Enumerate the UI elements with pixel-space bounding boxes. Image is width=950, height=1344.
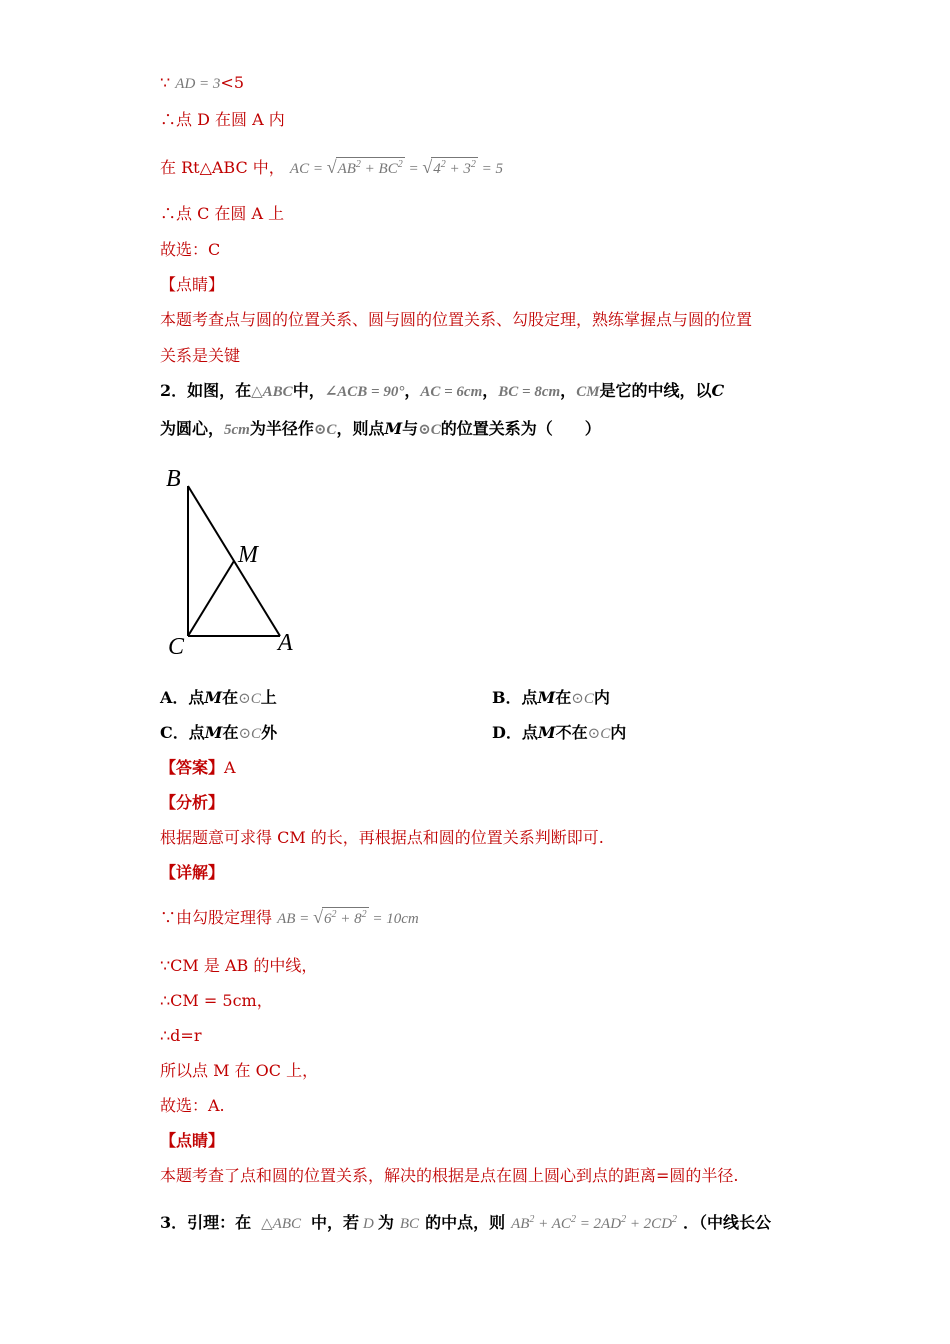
- opt-a-post: 上: [260, 688, 277, 707]
- q3-t2: 为: [377, 1213, 394, 1232]
- sqrt-icon-2: √: [422, 157, 433, 177]
- q2-r: 5cm: [224, 422, 250, 438]
- q2-line1: [160, 380, 724, 403]
- d1-math: [277, 907, 419, 927]
- q3-fc: = 2AD: [579, 1216, 622, 1232]
- opt-d-m: M: [537, 723, 556, 742]
- q2-cvar: C: [711, 381, 725, 400]
- q2-l2a: 为圆心，: [160, 419, 225, 438]
- q3-t3: 的中点，则: [425, 1213, 506, 1232]
- q3-formula: $AB^2 + AC^2 = 2AD^2 + 2CD^2$: [511, 1214, 678, 1232]
- q2-c2: ，: [482, 381, 499, 400]
- opt-b-circ: ⊙C: [571, 691, 594, 707]
- q3-fa: AB: [511, 1216, 530, 1232]
- opt-a-m: M: [204, 688, 223, 707]
- q2-l2e: 的位置关系为（ ）: [440, 419, 601, 438]
- compare-text: <5: [220, 73, 244, 92]
- q2-t1: 中，: [292, 381, 325, 400]
- q3-fd: + 2CD: [629, 1216, 673, 1232]
- note-label-1: 【点睛】: [160, 275, 225, 294]
- radicand-1: $AB^2 + BC^2$: [336, 157, 405, 182]
- q2-c1: ，: [404, 381, 421, 400]
- analysis-text: 根据题意可求得 CM 的长，再根据点和圆的位置关系判断即可.: [160, 828, 604, 847]
- opt-d-circ: ⊙C: [587, 726, 611, 742]
- q3-tri: △ABC: [261, 1216, 302, 1232]
- q2-circ2: ⊙C: [418, 422, 441, 438]
- sqrt-icon-3: √: [313, 907, 323, 927]
- d1-six: 6: [323, 911, 332, 927]
- analysis-label: 【分析】: [160, 793, 225, 812]
- q2-angle: ∠ACB = 90°: [324, 384, 405, 400]
- opt-c-m: M: [204, 723, 223, 742]
- detail-label: 【详解】: [160, 863, 225, 882]
- line-rt-abc: [160, 156, 503, 182]
- q3-bc: BC: [399, 1216, 420, 1232]
- q2-l2d: 与: [402, 419, 419, 438]
- label-a: A: [278, 630, 293, 656]
- opt-a-circ: ⊙C: [238, 691, 261, 707]
- opt-c-letter: C．点: [160, 723, 205, 742]
- sqrt-icon: √: [326, 157, 337, 177]
- detail-line-4: ∴d=r: [160, 1026, 202, 1045]
- triangle-figure: [160, 462, 310, 662]
- q2-mvar: M: [384, 419, 403, 438]
- line-ad: [160, 72, 244, 95]
- note-text-2: 本题考查了点和圆的位置关系，解决的根据是点在圆上圆心到点的距离=圆的半径.: [160, 1166, 739, 1185]
- option-b[interactable]: [492, 687, 610, 710]
- rt-text: 在 Rt△ABC 中，: [160, 158, 285, 177]
- q2-num: 2．如图，在: [160, 381, 252, 400]
- q2-t2: 是它的中线，以: [599, 381, 712, 400]
- result-5: = 5: [481, 161, 503, 177]
- line-d-inside: ∴点 D 在圆 A 内: [160, 110, 285, 129]
- note-text-1b: 关系是关键: [160, 346, 241, 365]
- note-label-2: 【点睛】: [160, 1131, 225, 1150]
- q2-ac: AC = 6cm: [420, 384, 483, 400]
- because-symbol: ∵: [160, 73, 171, 92]
- opt-d-pre: 不在: [555, 723, 588, 742]
- q2-c3: ，: [560, 381, 577, 400]
- q2-cm: CM: [576, 384, 600, 400]
- option-d[interactable]: [492, 722, 626, 745]
- opt-a-pre: 在: [222, 688, 239, 707]
- eq-sign: =: [408, 161, 419, 177]
- d1-eight: + 8: [340, 911, 362, 927]
- median-cm: [188, 561, 234, 636]
- detail-line-2: ∵CM 是 AB 的中线，: [160, 956, 318, 975]
- math-ac: [289, 157, 503, 177]
- three-term: + 3: [449, 161, 471, 177]
- line-choice-c: 故选：C: [160, 240, 221, 259]
- q3-fb: + AC: [538, 1216, 571, 1232]
- note-text-1: 本题考查点与圆的位置关系、圆与圆的位置关系、勾股定理，熟练掌握点与圆的位置: [160, 310, 753, 329]
- opt-b-pre: 在: [555, 688, 572, 707]
- opt-d-letter: D．点: [492, 723, 538, 742]
- option-c[interactable]: [160, 722, 277, 745]
- d1-text: ∵由勾股定理得: [160, 908, 273, 927]
- q3-line: [160, 1212, 771, 1237]
- q2-l2c: ，则点: [336, 419, 385, 438]
- opt-b-letter: B．点: [492, 688, 538, 707]
- detail-line-3: ∴CM = 5cm，: [160, 991, 273, 1010]
- detail-line-1: [160, 906, 419, 932]
- label-c: C: [168, 634, 185, 660]
- opt-b-m: M: [537, 688, 556, 707]
- ac-eq: AC =: [289, 161, 323, 177]
- d1-ab: AB =: [277, 911, 310, 927]
- opt-c-post: 外: [261, 723, 278, 742]
- math-ad: AD = 3: [175, 76, 221, 92]
- q2-bc: BC = 8cm: [498, 384, 561, 400]
- q2-tri: △ABC: [251, 384, 293, 400]
- answer-line: [160, 757, 236, 779]
- four-term: 4: [433, 161, 441, 177]
- q2-circ: ⊙C: [313, 422, 337, 438]
- q3-t4: ．（中线长公: [683, 1213, 772, 1232]
- opt-c-pre: 在: [222, 723, 239, 742]
- opt-d-post: 内: [610, 723, 627, 742]
- ab-term: AB: [337, 161, 356, 177]
- radicand-3: $6^2 + 8^2$: [322, 907, 369, 932]
- detail-line-6: 故选：A.: [160, 1096, 225, 1115]
- q3-t1: 中，若: [311, 1213, 360, 1232]
- opt-c-circ: ⊙C: [238, 726, 262, 742]
- q2-line2: [160, 418, 601, 441]
- answer-label: 【答案】: [160, 758, 225, 777]
- q3-num: 3．引理：在: [160, 1213, 252, 1232]
- answer-value: A: [224, 758, 236, 777]
- q3-d: D: [363, 1216, 374, 1232]
- detail-line-5: 所以点 M 在 OC 上，: [160, 1061, 319, 1080]
- option-a[interactable]: [160, 687, 277, 710]
- d1-result: = 10cm: [372, 911, 419, 927]
- bc-term: + BC: [364, 161, 398, 177]
- label-m: M: [238, 542, 258, 568]
- line-c-on: ∴点 C 在圆 A 上: [160, 204, 285, 223]
- label-b: B: [166, 466, 181, 492]
- opt-a-letter: A．点: [160, 688, 205, 707]
- q2-l2b: 为半径作: [249, 419, 314, 438]
- radicand-2: $4^2 + 3^2$: [431, 157, 478, 182]
- opt-b-post: 内: [593, 688, 610, 707]
